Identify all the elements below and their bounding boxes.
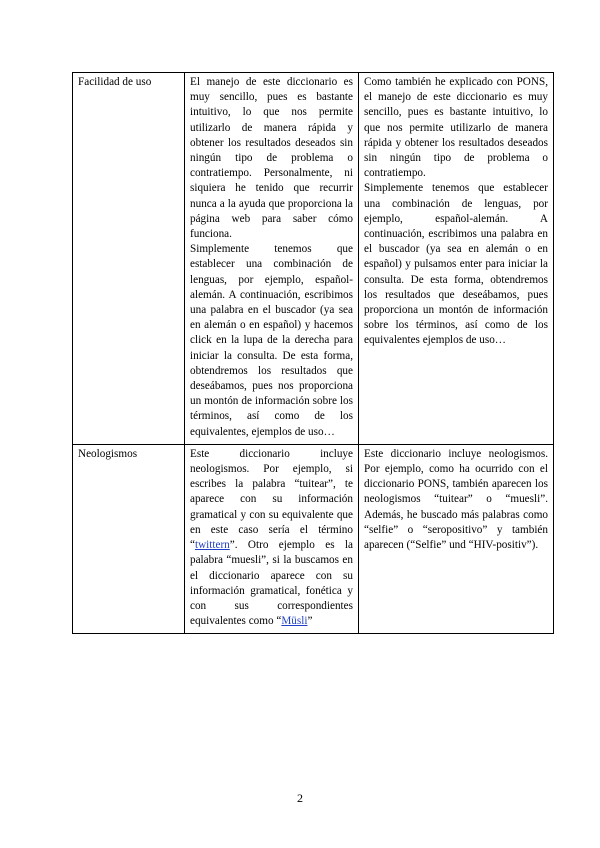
paragraph [190, 447, 353, 629]
table-row [73, 73, 554, 445]
comparison-table [72, 72, 554, 634]
dictionary-1-cell [185, 73, 359, 445]
text-run: ”. Otro ejemplo es la palabra “muesli”, si la buscamos en el diccionario aparece con su información gramatical, fonética y con sus correspondientes equivalentes como “ [190, 539, 353, 628]
text-run: ” [307, 615, 313, 628]
paragraph: El manejo de este diccionario es muy sencillo, pues es bastante intuitivo, lo que nos permite utilizarlo de manera rápida y obtener los resultados deseados sin ningún tipo de problema o contratiempo. Personalmente, ni siquiera he tenido que recurrir nunca a la ayuda que proporciona la página web para saber cómo funciona. [190, 76, 353, 241]
page-number: 2 [297, 791, 303, 805]
table-row [73, 444, 554, 633]
dictionary-1-cell [185, 444, 359, 633]
paragraph: Simplemente tenemos que establecer una combinación de lenguas, por ejemplo, español-alemán. A continuación, escribimos una palabra en el buscador (ya sea en alemán o en español) y hacemos click en la lupa de la derecha para iniciar la consulta. De esta forma, obtendremos los resultados que deseábamos, pues nos proporciona un montón de información sobre los términos, así como de los equivalentes, ejemplos de uso… [190, 243, 353, 438]
paragraph: Como también he explicado con PONS, el manejo de este diccionario es muy sencillo, pues es bastante intuitivo, lo que nos permite utilizarlo de manera rápida y obtener los resultados deseados sin ningún tipo de problema o contratiempo. [364, 76, 548, 180]
text-run: Este diccionario incluye neologismos. Por ejemplo, si escribes la palabra “tuitear”, te aparece con su información gramatical y con su equivalente que en este caso sería el término “ [190, 447, 353, 552]
dictionary-2-cell [359, 73, 554, 445]
paragraph: Este diccionario incluye neologismos. Por ejemplo, como ha ocurrido con el diccionario PONS, también aparecen los neologismos “tuitear” o “muesli”. Además, he buscado más palabras como “selfie” o “seropositivo” y también aparecen (“Selfie” und “HIV-positiv”). [364, 447, 548, 552]
twittern-link[interactable]: twittern [194, 539, 230, 552]
musli-link[interactable]: Müsli [281, 615, 308, 628]
row-label-cell: Neologismos [73, 444, 185, 633]
paragraph: Simplemente tenemos que establecer una combinación de lenguas, por ejemplo, español-alemán. A continuación, escribimos una palabra en el buscador (ya sea en alemán o en español) y pulsamos enter para iniciar la consulta. De esta forma, obtendremos los resultados que deseábamos, pues proporciona un montón de información sobre los términos, así como de los equivalentes ejemplos de uso… [364, 182, 548, 347]
row-label-cell: Facilidad de uso [73, 73, 185, 445]
dictionary-2-cell [359, 444, 554, 633]
